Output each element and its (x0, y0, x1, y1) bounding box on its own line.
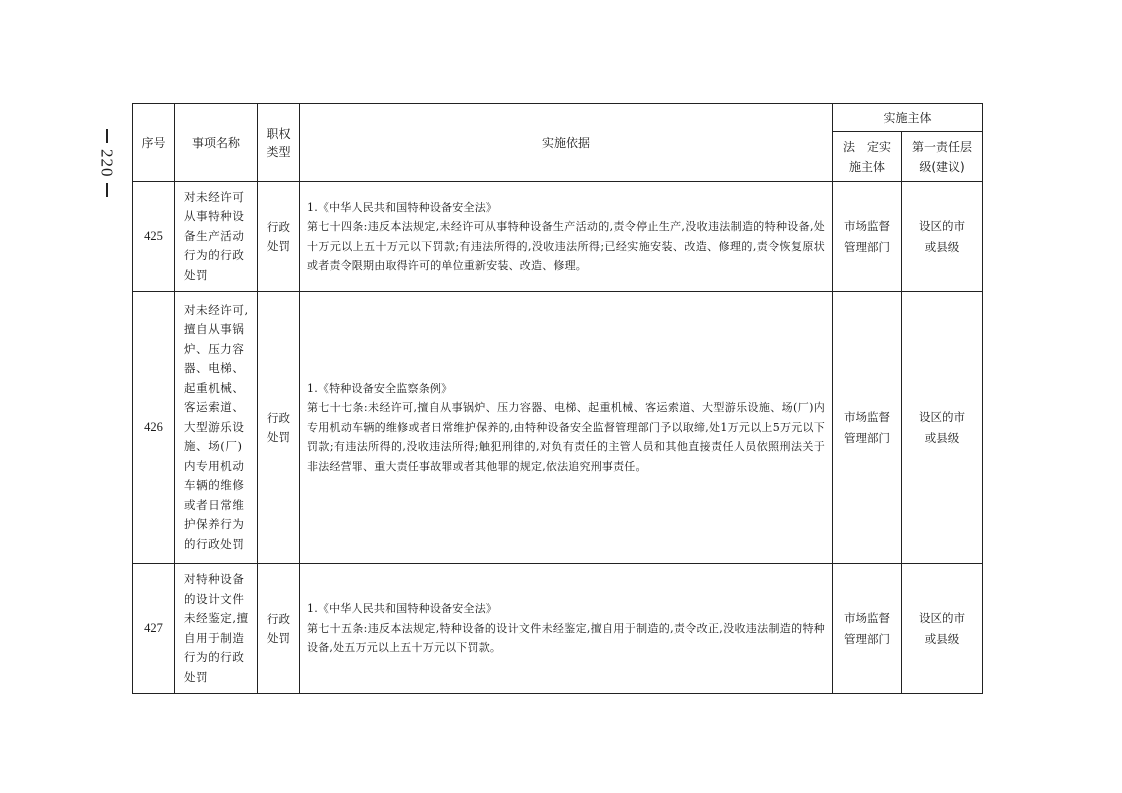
row-number: 425 (133, 182, 175, 292)
responsibility-level-text: 设区的市或县级 (919, 610, 965, 646)
header-legal-subject-text: 法 定实施主体 (842, 139, 891, 174)
page-number-dash-top (106, 129, 108, 143)
header-authority-type (258, 104, 300, 182)
basis-title: 1.《中华人民共和国特种设备安全法》 (307, 200, 498, 214)
header-first-level (902, 132, 983, 182)
table-row (133, 292, 983, 564)
authority-type-text: 行政处罚 (267, 410, 290, 444)
basis (300, 292, 833, 564)
item-name: 对特种设备的设计文件未经鉴定,擅自用于制造行为的行政处罚 (175, 564, 258, 694)
basis-text: 第七十五条:违反本法规定,特种设备的设计文件未经鉴定,擅自用于制造的,责令改正,没收违法制造的特种设备,处五万元以上五十万元以下罚款。 (307, 621, 825, 655)
legal-subject (833, 182, 902, 292)
responsibility-level-text: 设区的市或县级 (919, 218, 965, 254)
legal-subject-text: 市场监督管理部门 (844, 409, 890, 445)
row-number: 426 (133, 292, 175, 564)
responsibility-level (902, 564, 983, 694)
basis-title: 1.《中华人民共和国特种设备安全法》 (307, 602, 498, 616)
responsibility-level (902, 292, 983, 564)
basis-title: 1.《特种设备安全监察条例》 (307, 381, 453, 395)
table-row (133, 182, 983, 292)
table-row (133, 564, 983, 694)
page-number (92, 118, 122, 208)
header-subject: 实施主体 (833, 104, 983, 132)
header-seq: 序号 (133, 104, 175, 182)
authority-type-text: 行政处罚 (267, 611, 290, 645)
responsibility-level-text: 设区的市或县级 (919, 409, 965, 445)
legal-subject (833, 292, 902, 564)
basis-text: 第七十七条:未经许可,擅自从事锅炉、压力容器、电梯、起重机械、客运索道、大型游乐设施、场(厂)内专用机动车辆的维修或者日常维护保养的,由特种设备安全监督管理部门予以取缔,处1万元以上5万元以下罚款;有违法所得的,没收违法所得;触犯刑律的,对负有责任的主管人员和其他直接责任人员依照刑法关于非法经营罪、重大责任事故罪或者其他罪的规定,依法追究刑事责任。 (307, 401, 825, 473)
basis (300, 182, 833, 292)
header-legal-subject (833, 132, 902, 182)
basis (300, 564, 833, 694)
page-number-dash-bottom (106, 183, 108, 197)
responsibility-level (902, 182, 983, 292)
authority-type (258, 564, 300, 694)
legal-subject (833, 564, 902, 694)
item-name: 对未经许可,擅自从事锅炉、压力容器、电梯、起重机械、客运索道、大型游乐设施、场(厂)内专用机动车辆的维修或者日常维护保养行为的行政处罚 (175, 292, 258, 564)
legal-subject-text: 市场监督管理部门 (844, 610, 890, 646)
authority-type (258, 292, 300, 564)
authority-type-text: 行政处罚 (267, 219, 290, 253)
legal-subject-text: 市场监督管理部门 (844, 218, 890, 254)
header-first-level-text: 第一责任层级(建议) (912, 139, 973, 174)
header-basis: 实施依据 (300, 104, 833, 182)
header-authority-type-text: 职权类型 (266, 126, 291, 159)
item-name: 对未经许可从事特种设备生产活动行为的行政处罚 (175, 182, 258, 292)
header-item-name: 事项名称 (175, 104, 258, 182)
row-number: 427 (133, 564, 175, 694)
authority-type (258, 182, 300, 292)
page-number-text: 220 (97, 148, 117, 178)
basis-text: 第七十四条:违反本法规定,未经许可从事特种设备生产活动的,责令停止生产,没收违法制造的特种设备,处十万元以上五十万元以下罚款;有违法所得的,没收违法所得;已经实施安装、改造、修理的,责令恢复原状或者责令限期由取得许可的单位重新安装、改造、修理。 (307, 220, 825, 272)
responsibility-table (132, 103, 983, 694)
